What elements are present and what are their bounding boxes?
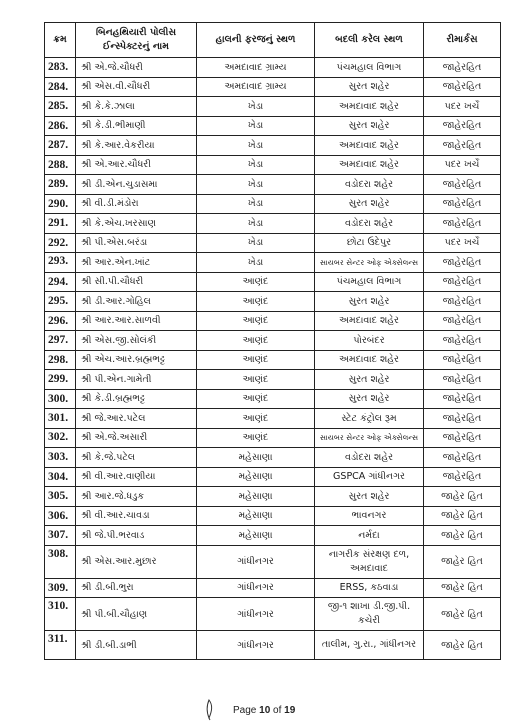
table-row [45,155,501,175]
header-remarks: રીમાર્કસ [424,23,501,58]
page-separator: of [270,705,285,716]
remarks: જાહેરહિત [424,448,501,468]
current-posting: ખેડા [197,116,315,136]
row-number: 297. [45,331,76,351]
document-page [44,22,500,660]
header-name: બિનહથિયારી પોલીસ ઈન્સ્પેક્ટરનું નામ [76,23,197,58]
row-number: 301. [45,409,76,429]
remarks: જાહેર હિત [424,545,501,578]
row-number: 283. [45,58,76,78]
officer-name: શ્રી પી.બી.ચૌહાણ [76,598,197,631]
table-row [45,545,501,578]
current-posting: ખેડા [197,155,315,175]
remarks: જાહેરહિત [424,214,501,234]
officer-name: શ્રી કે.ડી.ભીમાણી [76,116,197,136]
table-row [45,467,501,487]
officer-name: શ્રી એસ.આર.મુછાર [76,545,197,578]
current-posting: ખેડા [197,194,315,214]
header-no: ક્રમ [45,23,76,58]
officer-name: શ્રી વી.આર.ચાવડા [76,506,197,526]
table-row [45,448,501,468]
table-row [45,175,501,195]
current-posting: આણંદ [197,409,315,429]
row-number: 296. [45,311,76,331]
row-number: 303. [45,448,76,468]
current-posting: આણંદ [197,331,315,351]
table-row [45,487,501,507]
transfer-place: સુરત શહેર [315,487,424,507]
remarks: પદર ખર્ચે [424,233,501,253]
remarks: જાહેરહિત [424,194,501,214]
row-number: 288. [45,155,76,175]
table-row [45,331,501,351]
page-current: 10 [259,705,271,716]
transfer-place: તાલીમ, ગુ.રા., ગાંધીનગર [315,631,424,660]
current-posting: આણંદ [197,272,315,292]
remarks: જાહેરહિત [424,77,501,97]
current-posting: મહેસાણા [197,448,315,468]
table-row [45,631,501,660]
remarks: જાહેર હિત [424,526,501,546]
remarks: જાહેરહિત [424,428,501,448]
transfer-place: સાયબર સેન્ટર ઓફ એક્સેલન્સ [315,428,424,448]
transfer-place: ભાવનગર [315,506,424,526]
transfer-place: નર્મદા [315,526,424,546]
current-posting: અમદાવાદ ગ્રામ્ય [197,58,315,78]
page-number [233,705,295,716]
table-row [45,194,501,214]
row-number: 307. [45,526,76,546]
officer-name: શ્રી વી.આર.વાણીયા [76,467,197,487]
row-number: 289. [45,175,76,195]
transfer-place: પોરબંદર [315,331,424,351]
current-posting: ગાંધીનગર [197,578,315,598]
officer-name: શ્રી સી.પી.ચૌધરી [76,272,197,292]
transfer-place: સુરત શહેર [315,370,424,390]
table-row [45,214,501,234]
officer-name: શ્રી કે.કે.ઝાલા [76,97,197,117]
officer-name: શ્રી ડી.એન.ચુડાસમા [76,175,197,195]
row-number: 286. [45,116,76,136]
current-posting: આણંદ [197,428,315,448]
officer-name: શ્રી કે.જે.પટેલ [76,448,197,468]
page-total: 19 [284,705,296,716]
table-row [45,272,501,292]
current-posting: આણંદ [197,292,315,312]
table-row [45,58,501,78]
officer-name: શ્રી એ.જે.ચૌધરી [76,58,197,78]
officer-name: શ્રી આર.આર.સાળવી [76,311,197,331]
remarks: જાહેરહિત [424,58,501,78]
table-row [45,116,501,136]
remarks: જાહેરહિત [424,311,501,331]
officer-name: શ્રી ડી.આર.ગોહિલ [76,292,197,312]
officer-name: શ્રી એ.આર.ચૌધરી [76,155,197,175]
transfer-place: સ્ટેટ કંટ્રોલ રૂમ [315,409,424,429]
row-number: 292. [45,233,76,253]
current-posting: મહેસાણા [197,487,315,507]
page-prefix: Page [233,705,260,716]
transfer-place: GSPCA ગાંધીનગર [315,467,424,487]
officer-name: શ્રી ડી.બી.ભુરા [76,578,197,598]
current-posting: ખેડા [197,214,315,234]
officer-name: શ્રી પી.એન.ગામેતી [76,370,197,390]
officer-name: શ્રી કે.એચ.ખરસાણ [76,214,197,234]
current-posting: મહેસાણા [197,526,315,546]
remarks: જાહેર હિત [424,487,501,507]
remarks: જાહેરહિત [424,292,501,312]
table-row [45,526,501,546]
table-row [45,77,501,97]
current-posting: મહેસાણા [197,506,315,526]
officer-name: શ્રી આર.એન.ખાંટ [76,253,197,273]
remarks: જાહેર હિત [424,506,501,526]
transfer-place: નાગરીક સંરક્ષણ દળ, અમદાવાદ [315,545,424,578]
table-row [45,350,501,370]
officer-name: શ્રી એસ.જી.સોલંકી [76,331,197,351]
transfer-place: અમદાવાદ શહેર [315,136,424,156]
transfer-place: વડોદરા શહેર [315,214,424,234]
remarks: જાહેરહિત [424,350,501,370]
current-posting: આણંદ [197,370,315,390]
row-number: 298. [45,350,76,370]
officer-name: શ્રી પી.એસ.બરંડા [76,233,197,253]
table-row [45,389,501,409]
row-number: 304. [45,467,76,487]
transfer-place: વડોદરા શહેર [315,448,424,468]
current-posting: ખેડા [197,253,315,273]
row-number: 299. [45,370,76,390]
signature-mark-icon [200,699,218,721]
row-number: 311. [45,631,76,660]
transfer-place: અમદાવાદ શહેર [315,155,424,175]
remarks: જાહેરહિત [424,467,501,487]
remarks: પદર ખર્ચે [424,97,501,117]
row-number: 284. [45,77,76,97]
remarks: જાહેર હિત [424,631,501,660]
transfer-place: જી-૧ શાખા ડી.જી.પી. કચેરી [315,598,424,631]
remarks: જાહેર હિત [424,578,501,598]
officer-name: શ્રી જે.પી.ભરવાડ [76,526,197,546]
transfer-place: ERSS, કઠવાડા [315,578,424,598]
transfer-table [44,22,501,660]
remarks: જાહેરહિત [424,136,501,156]
row-number: 308. [45,545,76,578]
officer-name: શ્રી કે.આર.વેકરીયા [76,136,197,156]
page-footer [0,703,532,719]
transfer-place: સુરત શહેર [315,389,424,409]
table-row [45,598,501,631]
row-number: 300. [45,389,76,409]
transfer-place: અમદાવાદ શહેર [315,97,424,117]
header-current-posting: હાલની ફરજનું સ્થળ [197,23,315,58]
current-posting: ખેડા [197,136,315,156]
row-number: 306. [45,506,76,526]
current-posting: ખેડા [197,175,315,195]
header-transfer-place: બદલી કરેલ સ્થળ [315,23,424,58]
remarks: જાહેરહિત [424,272,501,292]
officer-name: શ્રી એચ.આર.બ્રહ્મભટ્ટ [76,350,197,370]
row-number: 287. [45,136,76,156]
transfer-place: પંચમહાલ વિભાગ [315,272,424,292]
row-number: 310. [45,598,76,631]
current-posting: ગાંધીનગર [197,545,315,578]
transfer-place: વડોદરા શહેર [315,175,424,195]
officer-name: શ્રી ડી.બી.ડાભી [76,631,197,660]
row-number: 291. [45,214,76,234]
transfer-place: સુરત શહેર [315,116,424,136]
remarks: જાહેરહિત [424,253,501,273]
table-row [45,253,501,273]
remarks: જાહેરહિત [424,331,501,351]
remarks: જાહેર હિત [424,598,501,631]
row-number: 302. [45,428,76,448]
table-row [45,136,501,156]
table-header-row [45,23,501,58]
transfer-place: છોટા ઉદેપુર [315,233,424,253]
remarks: પદર ખર્ચે [424,155,501,175]
table-row [45,409,501,429]
current-posting: ગાંધીનગર [197,631,315,660]
remarks: જાહેરહિત [424,370,501,390]
transfer-place: સુરત શહેર [315,77,424,97]
table-row [45,370,501,390]
current-posting: અમદાવાદ ગ્રામ્ય [197,77,315,97]
row-number: 290. [45,194,76,214]
table-row [45,311,501,331]
transfer-place: પંચમહાલ વિભાગ [315,58,424,78]
transfer-place: અમદાવાદ શહેર [315,311,424,331]
remarks: જાહેરહિત [424,116,501,136]
current-posting: આણંદ [197,311,315,331]
officer-name: શ્રી એ.જે.અસારી [76,428,197,448]
officer-name: શ્રી વી.ડી.મંડોરા [76,194,197,214]
transfer-place: અમદાવાદ શહેર [315,350,424,370]
row-number: 295. [45,292,76,312]
current-posting: ગાંધીનગર [197,598,315,631]
remarks: જાહેરહિત [424,409,501,429]
transfer-place: સાયબર સેન્ટર ઓફ એક્સેલન્સ [315,253,424,273]
remarks: જાહેરહિત [424,389,501,409]
row-number: 294. [45,272,76,292]
transfer-place: સુરત શહેર [315,292,424,312]
table-row [45,292,501,312]
current-posting: આણંદ [197,389,315,409]
row-number: 305. [45,487,76,507]
officer-name: શ્રી આર.જે.ધડુક [76,487,197,507]
row-number: 309. [45,578,76,598]
row-number: 285. [45,97,76,117]
current-posting: ખેડા [197,97,315,117]
table-row [45,233,501,253]
current-posting: આણંદ [197,350,315,370]
table-row [45,97,501,117]
row-number: 293. [45,253,76,273]
remarks: જાહેરહિત [424,175,501,195]
current-posting: મહેસાણા [197,467,315,487]
current-posting: ખેડા [197,233,315,253]
officer-name: શ્રી કે.ડી.બ્રહ્મભટ્ટ [76,389,197,409]
transfer-place: સુરત શહેર [315,194,424,214]
table-row [45,428,501,448]
officer-name: શ્રી એસ.વી.ચૌધરી [76,77,197,97]
table-row [45,506,501,526]
table-row [45,578,501,598]
officer-name: શ્રી જે.આર.પટેલ [76,409,197,429]
